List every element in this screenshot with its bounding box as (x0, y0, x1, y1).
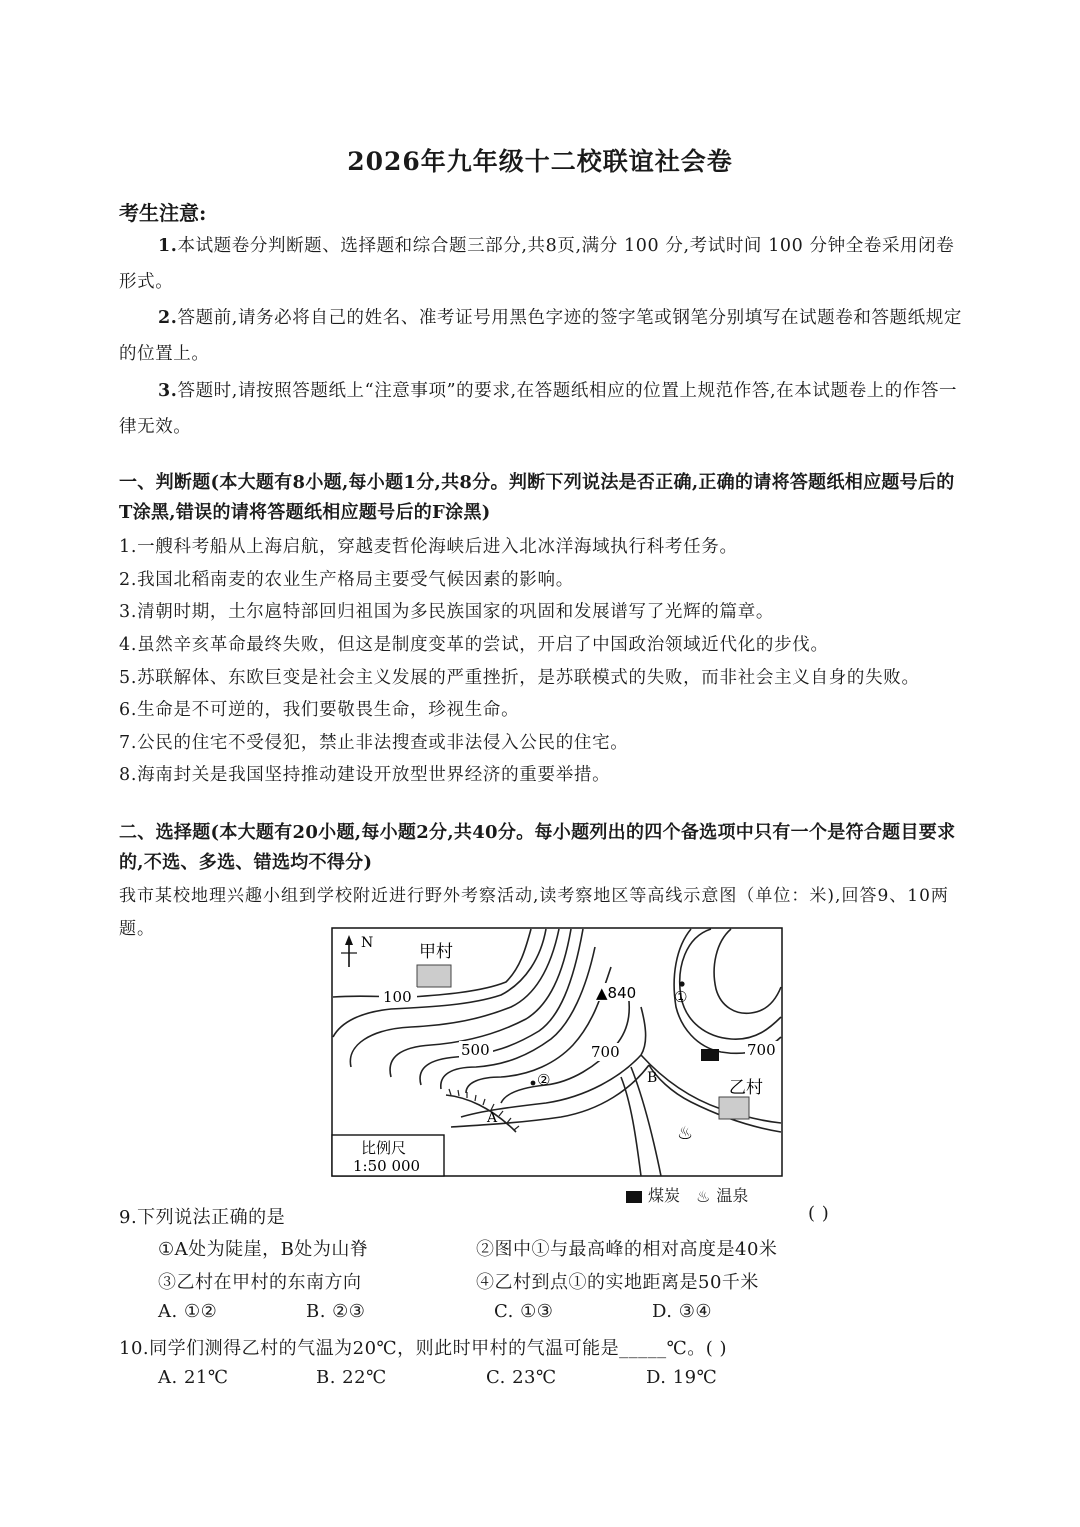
judge-question-3: 3.清朝时期，土尔扈特部回归祖国为多民族国家的巩固和发展谱写了光辉的篇章。 (119, 602, 775, 622)
hot-spring-icon: ♨ (677, 1123, 694, 1144)
point-2-label: ② (537, 1071, 551, 1089)
q10-option-a: A. 21℃ (158, 1367, 229, 1388)
q9-statement-4: ④乙村到点①的实地距离是50千米 (476, 1272, 759, 1293)
q10-option-b: B. 22℃ (316, 1367, 387, 1388)
contour-label-700-b: 700 (747, 1041, 776, 1059)
notice-heading: 考生注意: (119, 201, 207, 225)
village-jia-label: 甲村 (419, 942, 453, 962)
north-label: N (361, 935, 374, 951)
notice-item-1: 1.本试题卷分判断题、选择题和综合题三部分,共8页,满分 100 分,考试时间 100 分钟全卷采用闭卷形式。 (119, 236, 955, 292)
hot-spring-legend-label: 温泉 (716, 1186, 749, 1205)
judge-question-4: 4.虽然辛亥革命最终失败，但这是制度变革的尝试，开启了中国政治领域近代化的步伐。 (119, 635, 829, 655)
judge-question-2: 2.我国北稻南麦的农业生产格局主要受气候因素的影响。 (119, 570, 574, 590)
q9-statement-3: ③乙村在甲村的东南方向 (158, 1272, 362, 1293)
question-9-stem: 9.下列说法正确的是 (119, 1207, 286, 1228)
q9-option-a: A. ①② (158, 1301, 218, 1322)
judge-question-1: 1.一艘科考船从上海启航，穿越麦哲伦海峡后进入北冰洋海域执行科考任务。 (119, 537, 738, 557)
village-yi-label: 乙村 (729, 1078, 763, 1098)
question-9-answer-bracket: ( ) (808, 1203, 830, 1224)
notice-item-2: 2.答题前,请务必将自己的姓名、准考证号用黑色字迹的签字笔或钢笔分别填写在试题卷和答题纸规定的位置上。 (119, 308, 962, 364)
village-yi-icon (719, 1097, 749, 1119)
notice-item-3: 3.答题时,请按照答题纸上“注意事项”的要求,在答题纸相应的位置上规范作答,在本试题卷上的作答一律无效。 (119, 381, 958, 437)
q9-option-b: B. ②③ (306, 1301, 366, 1322)
map-legend (626, 1183, 748, 1206)
section2-heading: 二、选择题(本大题有20小题,每小题2分,共40分。每小题列出的四个备选项中只有一个是符合题目要求的,不选、多选、错选均不得分) (119, 822, 956, 873)
village-jia-icon (417, 965, 451, 987)
coal-icon (701, 1049, 719, 1061)
judge-question-7: 7.公民的住宅不受侵犯，禁止非法搜查或非法侵入公民的住宅。 (119, 733, 629, 753)
point-2-dot (531, 1081, 536, 1086)
point-1-dot (679, 981, 684, 986)
section2-intro: 我市某校地理兴趣小组到学校附近进行野外考察活动,读考察地区等高线示意图（单位：米),回答9、10两题。 (119, 886, 949, 939)
peak-label: ▲840 (596, 984, 637, 1002)
contour-map (331, 927, 783, 1177)
scale-value: 1:50 000 (353, 1157, 421, 1175)
section1-heading: 一、判断题(本大题有8小题,每小题1分,共8分。判断下列说法是否正确,正确的请将答题纸相应题号后的T涂黑,错误的请将答题纸相应题号后的F涂黑) (119, 472, 955, 523)
scale-title: 比例尺 (361, 1139, 407, 1157)
point-1-label: ① (674, 988, 688, 1006)
q9-statement-2: ②图中①与最高峰的相对高度是40米 (476, 1239, 778, 1260)
judge-question-8: 8.海南封关是我国坚持推动建设开放型世界经济的重要举措。 (119, 765, 611, 785)
contour-label-500: 500 (461, 1041, 490, 1059)
hot-spring-legend-icon: ♨ (696, 1187, 711, 1206)
contour-label-100: 100 (383, 988, 412, 1006)
q9-option-d: D. ③④ (652, 1301, 713, 1322)
q10-option-c: C. 23℃ (486, 1367, 557, 1388)
q9-statement-1: ①A处为陡崖，B处为山脊 (158, 1239, 369, 1260)
coal-legend-icon (626, 1191, 642, 1203)
judge-question-5: 5.苏联解体、东欧巨变是社会主义发展的严重挫折，是苏联模式的失败，而非社会主义自身的失败。 (119, 668, 920, 688)
page-title: 2026年九年级十二校联谊社会卷 (347, 147, 733, 176)
judge-question-6: 6.生命是不可逆的，我们要敬畏生命，珍视生命。 (119, 700, 520, 720)
q10-option-d: D. 19℃ (646, 1367, 718, 1388)
q9-option-c: C. ①③ (494, 1301, 554, 1322)
label-a: A (487, 1110, 498, 1126)
label-b: B (647, 1070, 658, 1086)
contour-label-700-a: 700 (591, 1043, 620, 1061)
coal-legend-label: 煤炭 (648, 1186, 681, 1205)
question-10-stem: 10.同学们测得乙村的气温为20℃，则此时甲村的气温可能是_____℃。( ) (119, 1338, 728, 1359)
